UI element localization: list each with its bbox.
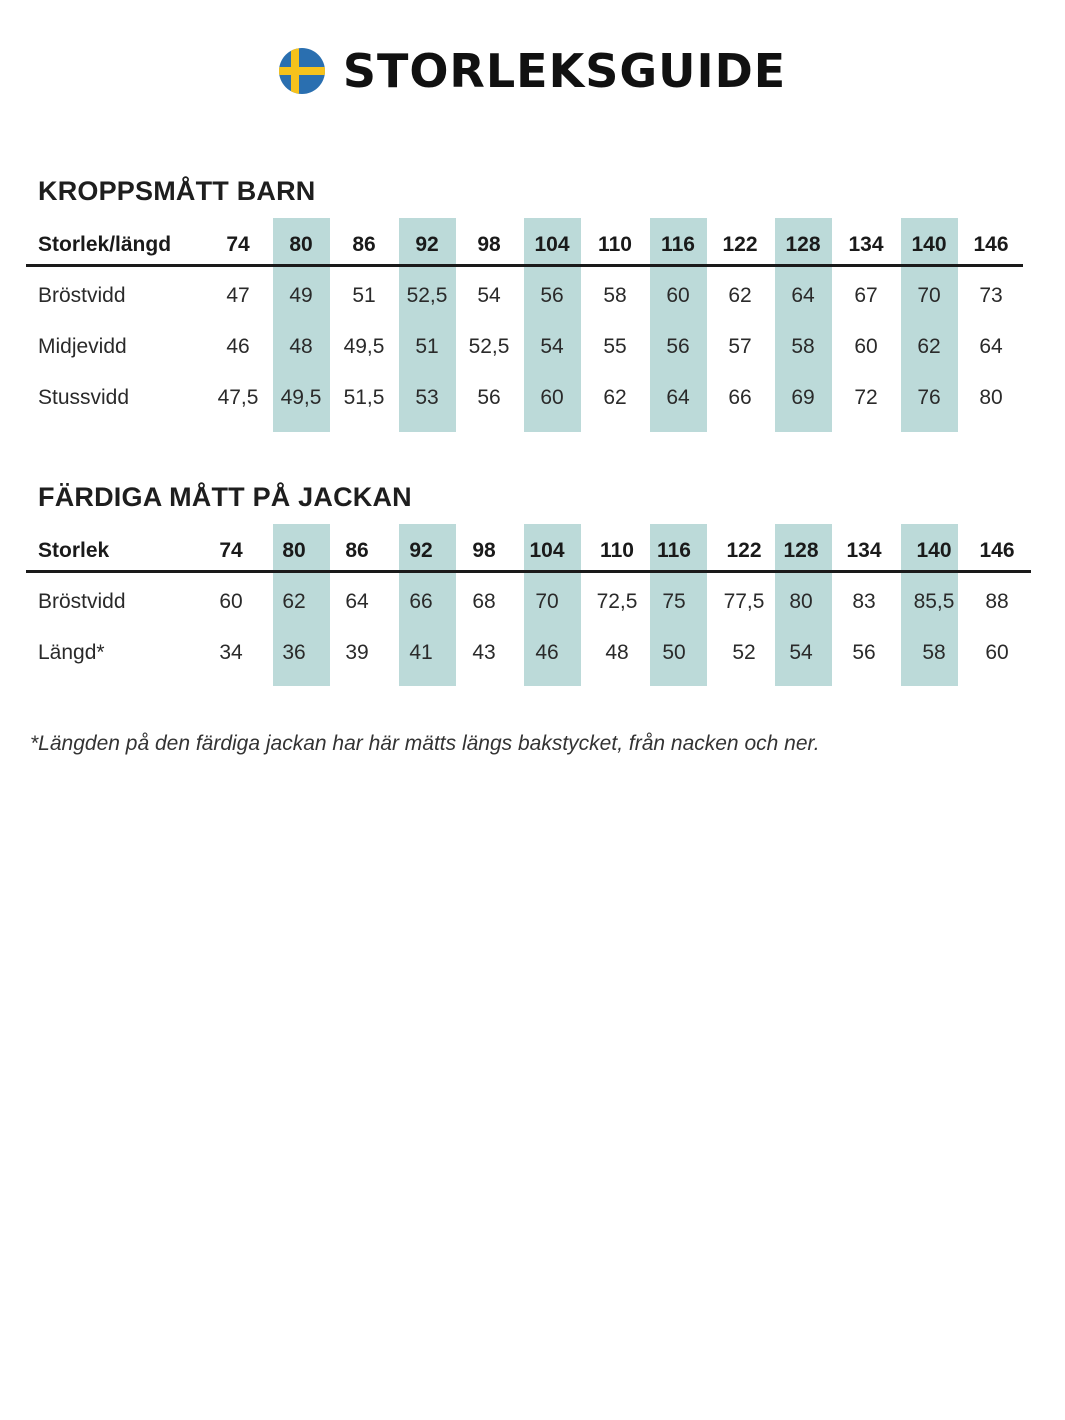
table-cell: 41	[409, 641, 433, 664]
table-cell: 72,5	[596, 590, 638, 613]
table-cell: 80	[789, 590, 813, 613]
table-cell: 52,5	[468, 335, 510, 358]
table-cell: 53	[415, 386, 439, 409]
table-cell: 76	[917, 386, 941, 409]
size-header: 128	[785, 233, 821, 256]
size-header: 128	[783, 539, 819, 562]
size-header: 146	[973, 233, 1009, 256]
table-cell: 57	[728, 335, 752, 358]
table-cell: 46	[226, 335, 250, 358]
table-cell: 49,5	[343, 335, 385, 358]
table-cell: 80	[979, 386, 1003, 409]
table-cell: 62	[728, 284, 752, 307]
table-cell: 46	[535, 641, 559, 664]
size-header: 74	[226, 233, 250, 256]
table-cell: 48	[605, 641, 629, 664]
table-cell: 39	[345, 641, 369, 664]
table-cell: 64	[345, 590, 369, 613]
table-cell: 49,5	[280, 386, 322, 409]
table-cell: 75	[662, 590, 686, 613]
header-rule	[26, 570, 1031, 573]
size-header: 110	[598, 233, 632, 256]
size-header: 80	[289, 233, 313, 256]
table-cell: 54	[477, 284, 501, 307]
row-label: Stussvidd	[38, 386, 130, 409]
table-cell: 51	[352, 284, 376, 307]
table-cell: 56	[666, 335, 690, 358]
table-cell: 72	[854, 386, 878, 409]
size-header: 86	[345, 539, 369, 562]
footnote: *Längden på den färdiga jackan har här mätts längs bakstycket, från nacken och ner.	[30, 732, 820, 755]
size-header: 116	[657, 539, 691, 562]
section-title-finished-measurements: FÄRDIGA MÅTT PÅ JACKAN	[38, 482, 412, 512]
page-header	[0, 40, 1065, 102]
table-cell: 54	[540, 335, 564, 358]
size-header: 80	[282, 539, 306, 562]
header-rule	[26, 264, 1023, 267]
table-cell: 62	[282, 590, 306, 613]
page-title: STORLEKSGUIDE	[342, 44, 787, 98]
table-cell: 60	[985, 641, 1009, 664]
sweden-flag-icon	[279, 48, 325, 94]
header-label: Storlek/längd	[38, 233, 172, 256]
row-label: Midjevidd	[38, 335, 127, 358]
table-cell: 56	[852, 641, 876, 664]
table-cell: 54	[789, 641, 813, 664]
table-cell: 60	[854, 335, 878, 358]
table-cell: 43	[472, 641, 496, 664]
table-cell: 58	[603, 284, 627, 307]
table-cell: 62	[603, 386, 627, 409]
table-cell: 55	[603, 335, 627, 358]
size-header: 104	[534, 233, 570, 256]
table-cell: 60	[219, 590, 243, 613]
table-cell: 64	[666, 386, 690, 409]
row-label: Bröstvidd	[38, 284, 126, 307]
size-header: 140	[916, 539, 952, 562]
table-cell: 83	[852, 590, 876, 613]
table-cell: 66	[409, 590, 433, 613]
table-cell: 51	[415, 335, 439, 358]
table-cell: 64	[791, 284, 815, 307]
table-cell: 73	[979, 284, 1003, 307]
size-header: 140	[911, 233, 947, 256]
table-cell: 60	[666, 284, 690, 307]
size-header: 86	[352, 233, 376, 256]
table-cell: 62	[917, 335, 941, 358]
size-header: 146	[979, 539, 1015, 562]
table-cell: 58	[922, 641, 946, 664]
row-label: Längd*	[38, 641, 105, 664]
table-cell: 70	[917, 284, 941, 307]
table-cell: 36	[282, 641, 306, 664]
table-cell: 34	[219, 641, 243, 664]
table-cell: 50	[662, 641, 686, 664]
table-cell: 52	[732, 641, 756, 664]
size-header: 92	[409, 539, 433, 562]
section-title-body-measurements: KROPPSMÅTT BARN	[38, 176, 316, 206]
size-header: 98	[477, 233, 501, 256]
size-header: 110	[600, 539, 634, 562]
table-cell: 48	[289, 335, 313, 358]
size-header: 122	[722, 233, 758, 256]
table-cell: 70	[535, 590, 559, 613]
size-header: 122	[726, 539, 762, 562]
table-cell: 69	[791, 386, 815, 409]
table-cell: 77,5	[723, 590, 765, 613]
size-header: 74	[219, 539, 243, 562]
size-header: 134	[846, 539, 882, 562]
size-header: 98	[472, 539, 496, 562]
size-header: 104	[529, 539, 565, 562]
table-cell: 56	[540, 284, 564, 307]
size-header: 116	[661, 233, 695, 256]
table-cell: 56	[477, 386, 501, 409]
row-label: Bröstvidd	[38, 590, 126, 613]
table-cell: 64	[979, 335, 1003, 358]
header-label: Storlek	[38, 539, 110, 562]
table-cell: 52,5	[406, 284, 448, 307]
size-header: 92	[415, 233, 439, 256]
table-cell: 60	[540, 386, 564, 409]
table-cell: 68	[472, 590, 496, 613]
table-cell: 67	[854, 284, 878, 307]
size-header: 134	[848, 233, 884, 256]
table-cell: 66	[728, 386, 752, 409]
table-cell: 47,5	[217, 386, 259, 409]
table-cell: 47	[226, 284, 250, 307]
table-cell: 51,5	[343, 386, 385, 409]
table-cell: 88	[985, 590, 1009, 613]
table-cell: 58	[791, 335, 815, 358]
table-cell: 85,5	[913, 590, 955, 613]
table-cell: 49	[289, 284, 313, 307]
